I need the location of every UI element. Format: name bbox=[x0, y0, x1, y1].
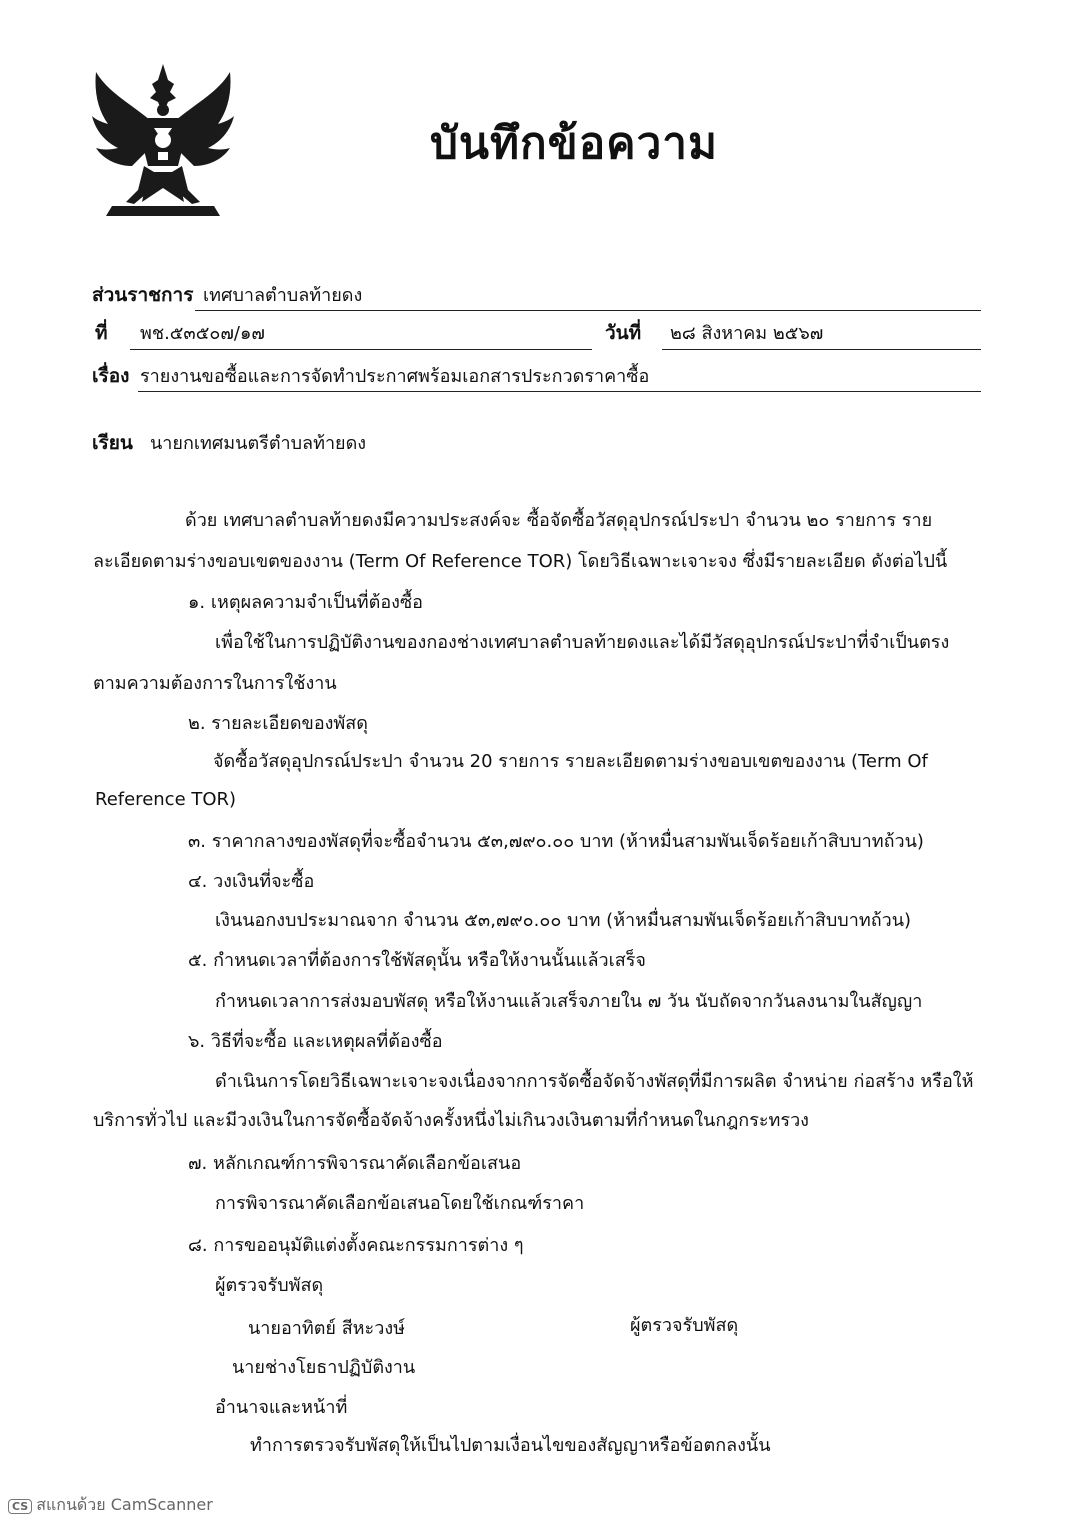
page-title: บันทึกข้อความ bbox=[430, 118, 719, 169]
subject-underline bbox=[138, 391, 981, 392]
section-8-subheading: ผู้ตรวจรับพัสดุ bbox=[215, 1275, 324, 1296]
section-7-heading: ๗. หลักเกณฑ์การพิจารณาคัดเลือกข้อเสนอ bbox=[188, 1153, 522, 1174]
section-5-line-1: กำหนดเวลาการส่งมอบพัสดุ หรือให้งานแล้วเสร็จภายใน ๗ วัน นับถัดจากวันลงนามในสัญญา bbox=[215, 991, 923, 1012]
inspector-position: นายช่างโยธาปฏิบัติงาน bbox=[232, 1357, 416, 1378]
camscanner-text: สแกนด้วย CamScanner bbox=[36, 1495, 213, 1514]
section-2-heading: ๒. รายละเอียดของพัสดุ bbox=[188, 713, 368, 734]
section-2-line-1: จัดซื้อวัสดุอุปกรณ์ประปา จำนวน 20 รายการ รายละเอียดตามร่างขอบเขตของงาน (Term Of bbox=[213, 751, 928, 772]
camscanner-watermark bbox=[8, 1493, 213, 1518]
inspector-role: ผู้ตรวจรับพัสดุ bbox=[630, 1315, 739, 1336]
ref-underline bbox=[130, 349, 592, 350]
section-6-line-1: ดำเนินการโดยวิธีเฉพาะเจาะจงเนื่องจากการจัดซื้อจัดจ้างพัสดุที่มีการผลิต จำหน่าย ก่อสร้าง หรือให้ bbox=[215, 1071, 974, 1092]
date-label: วันที่ bbox=[605, 322, 642, 344]
ref-label: ที่ bbox=[95, 322, 108, 344]
section-1-line-2: ตามความต้องการในการใช้งาน bbox=[93, 673, 337, 694]
intro-line-1: ด้วย เทศบาลตำบลท้ายดงมีความประสงค์จะ ซื้อจัดซื้อวัสดุอุปกรณ์ประปา จำนวน ๒๐ รายการ ราย bbox=[185, 510, 933, 531]
agency-value: เทศบาลตำบลท้ายดง bbox=[203, 285, 363, 306]
date-underline bbox=[662, 349, 981, 350]
date-value: ๒๘ สิงหาคม ๒๕๖๗ bbox=[670, 323, 824, 344]
agency-label: ส่วนราชการ bbox=[92, 284, 194, 306]
section-5-heading: ๕. กำหนดเวลาที่ต้องการใช้พัสดุนั้น หรือให้งานนั้นแล้วเสร็จ bbox=[188, 950, 646, 971]
duty-text: ทำการตรวจรับพัสดุให้เป็นไปตามเงื่อนไขของสัญญาหรือข้อตกลงนั้น bbox=[250, 1435, 771, 1456]
section-1-line-1: เพื่อใช้ในการปฏิบัติงานของกองช่างเทศบาลตำบลท้ายดงและได้มีวัสดุอุปกรณ์ประปาที่จำเป็นตรง bbox=[215, 632, 950, 653]
section-2-line-2: Reference TOR) bbox=[95, 789, 237, 810]
camscanner-icon: CS bbox=[8, 1499, 32, 1514]
subject-label: เรื่อง bbox=[92, 365, 130, 387]
duty-heading: อำนาจและหน้าที่ bbox=[215, 1397, 348, 1418]
section-4-line-1: เงินนอกงบประมาณจาก จำนวน ๕๓,๗๙๐.๐๐ บาท (ห้าหมื่นสามพันเจ็ดร้อยเก้าสิบบาทถ้วน) bbox=[215, 910, 912, 931]
garuda-emblem-icon bbox=[88, 62, 238, 222]
intro-line-2: ละเอียดตามร่างขอบเขตของงาน (Term Of Reference TOR) โดยวิธีเฉพาะเจาะจง ซึ่งมีรายละเอียด ดังต่อไปนี้ bbox=[93, 551, 948, 572]
section-6-heading: ๖. วิธีที่จะซื้อ และเหตุผลที่ต้องซื้อ bbox=[188, 1031, 443, 1052]
to-label: เรียน bbox=[92, 432, 133, 454]
to-value: นายกเทศมนตรีตำบลท้ายดง bbox=[150, 433, 367, 454]
subject-value: รายงานขอซื้อและการจัดทำประกาศพร้อมเอกสารประกวดราคาซื้อ bbox=[140, 366, 650, 387]
section-8-heading: ๘. การขออนุมัติแต่งตั้งคณะกรรมการต่าง ๆ bbox=[188, 1235, 524, 1256]
agency-underline bbox=[195, 310, 981, 311]
section-4-heading: ๔. วงเงินที่จะซื้อ bbox=[188, 871, 315, 892]
section-6-line-2: บริการทั่วไป และมีวงเงินในการจัดซื้อจัดจ้างครั้งหนึ่งไม่เกินวงเงินตามที่กำหนดในกฎกระทรวง bbox=[93, 1110, 809, 1131]
inspector-name: นายอาทิตย์ สีหะวงษ์ bbox=[248, 1318, 405, 1339]
section-7-line-1: การพิจารณาคัดเลือกข้อเสนอโดยใช้เกณฑ์ราคา bbox=[215, 1193, 585, 1214]
section-1-heading: ๑. เหตุผลความจำเป็นที่ต้องซื้อ bbox=[188, 592, 423, 613]
ref-value: พช.๕๓๕๐๗/๑๗ bbox=[140, 323, 265, 344]
section-3-heading: ๓. ราคากลางของพัสดุที่จะซื้อจำนวน ๕๓,๗๙๐.๐๐ บาท (ห้าหมื่นสามพันเจ็ดร้อยเก้าสิบบาทถ้วน) bbox=[188, 831, 924, 852]
